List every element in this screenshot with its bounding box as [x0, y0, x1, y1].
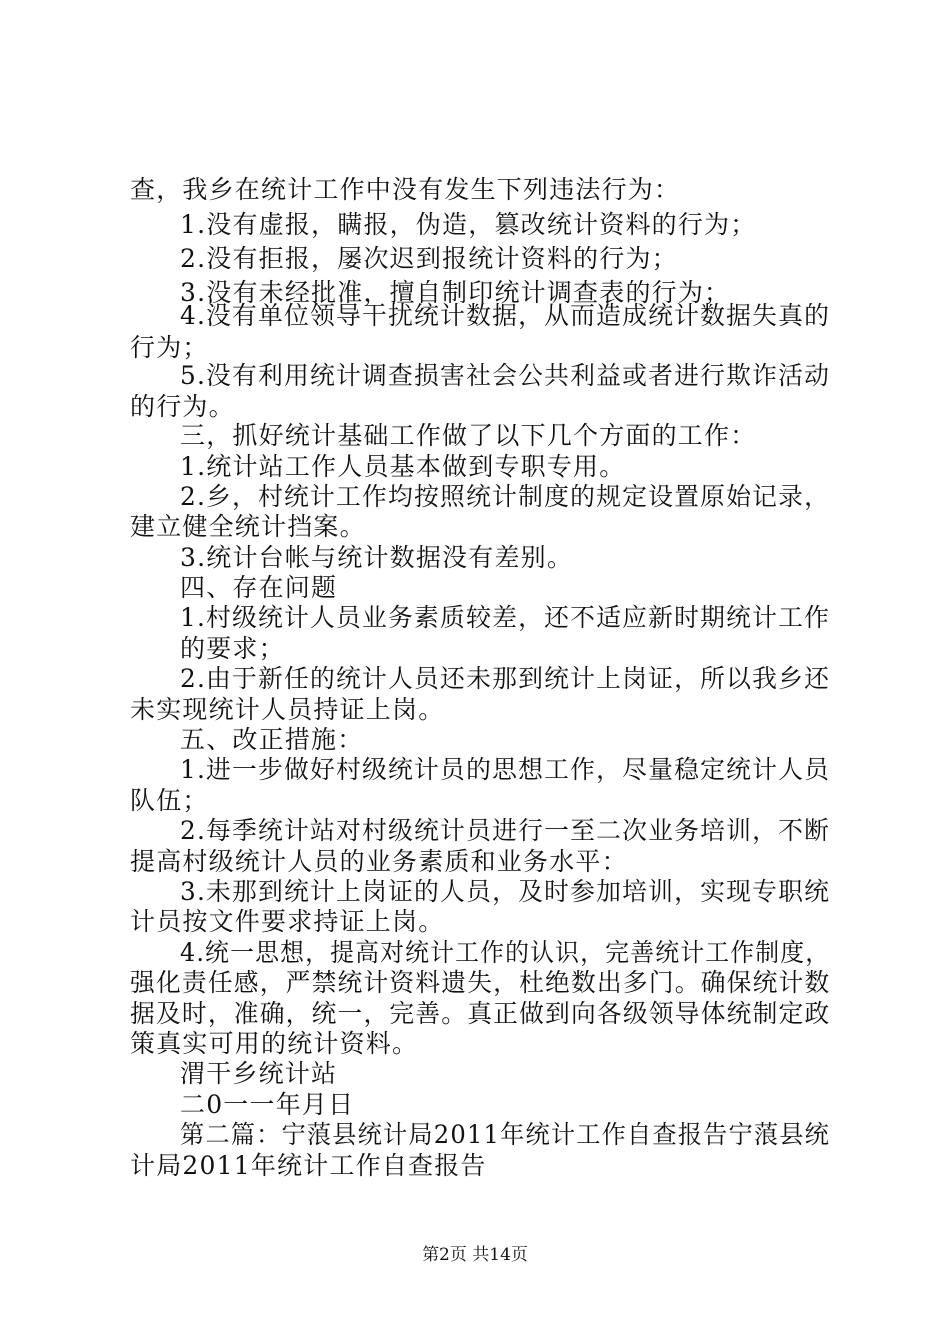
text-line: 建立健全统计挡案。: [130, 512, 366, 541]
text-line: 三，抓好统计基础工作做了以下几个方面的工作：: [180, 421, 757, 450]
text-line: 强化责任感，严禁统计资料遗失，杜绝数出多门。确保统计数: [130, 968, 831, 997]
text-line: 1.村级统计人员业务素质较差，还不适应新时期统计工作: [180, 603, 831, 632]
text-line: 提高村级统计人员的业务素质和业务水平：: [130, 847, 628, 876]
page-number-footer: 第2页 共14页: [422, 1245, 528, 1265]
text-line: 二0一一年月日: [180, 1090, 355, 1119]
text-line: 策真实可用的统计资料。: [130, 1029, 419, 1058]
text-line: 3.没有未经批准，擅自制印统计调查表的行为；: [180, 278, 731, 307]
text-line: 的行为。: [130, 392, 235, 421]
text-line: 2.每季统计站对村级统计员进行一至二次业务培训，不断: [180, 816, 831, 845]
text-line: 行为；: [130, 333, 209, 362]
text-line: 5.没有利用统计调查损害社会公共利益或者进行欺诈活动: [180, 361, 831, 390]
text-line: 4.没有单位领导干扰统计数据，从而造成统计数据失真的: [180, 301, 831, 330]
text-line: 计员按文件要求持证上岗。: [130, 907, 445, 936]
text-line: 计局2011年统计工作自查报告: [130, 1151, 487, 1180]
text-line: 查，我乡在统计工作中没有发生下列违法行为：: [130, 175, 681, 204]
text-line: 2.没有拒报，屡次迟到报统计资料的行为；: [180, 244, 678, 273]
text-line: 五、改正措施：: [180, 725, 364, 754]
text-line: 1.统计站工作人员基本做到专职专用。: [180, 452, 626, 481]
text-line: 未实现统计人员持证上岗。: [130, 695, 445, 724]
text-line: 队伍；: [130, 786, 209, 815]
text-line: 四、存在问题: [180, 573, 338, 602]
text-line: 2.由于新任的统计人员还未那到统计上岗证，所以我乡还: [180, 664, 831, 693]
text-line: 1.进一步做好村级统计员的思想工作，尽量稳定统计人员: [180, 755, 831, 784]
text-line: 2.乡，村统计工作均按照统计制度的规定设置原始记录，: [180, 482, 831, 511]
text-line: 据及时，准确，统一，完善。真正做到向各级领导体统制定政: [130, 999, 831, 1028]
text-line: 3.未那到统计上岗证的人员，及时参加培训，实现专职统: [180, 877, 831, 906]
text-line: 的要求；: [180, 634, 285, 663]
text-line: 4.统一思想，提高对统计工作的认识，完善统计工作制度，: [180, 938, 831, 967]
text-line: 第二篇：宁蒗县统计局2011年统计工作自查报告宁蒗县统: [180, 1120, 831, 1149]
text-line: 渭干乡统计站: [180, 1059, 338, 1088]
text-line: 1.没有虚报，瞒报，伪造，篡改统计资料的行为；: [180, 210, 757, 239]
text-line: 3.统计台帐与统计数据没有差别。: [180, 543, 574, 572]
